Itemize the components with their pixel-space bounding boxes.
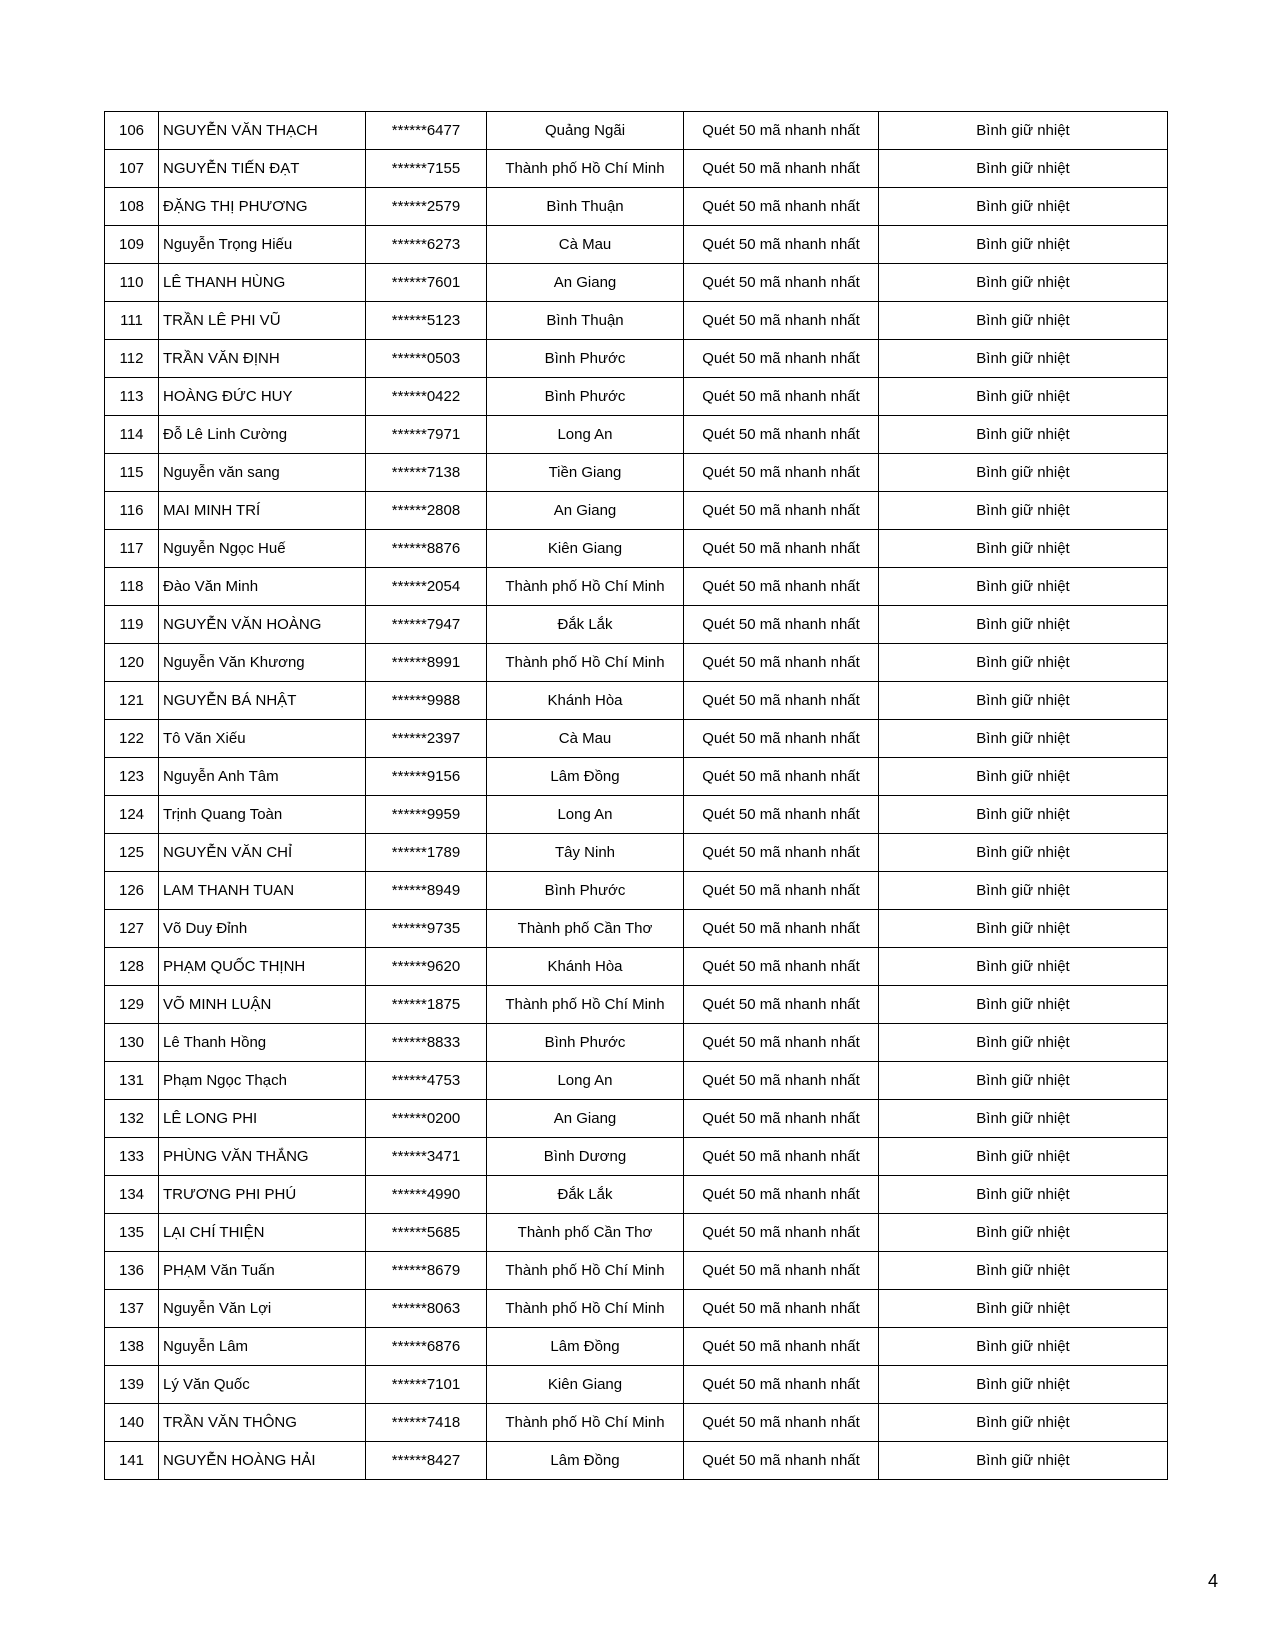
row-number-cell: 141: [105, 1442, 159, 1480]
prize-cell: Quét 50 mã nhanh nhất: [684, 1290, 879, 1328]
gift-cell: Bình giữ nhiệt: [879, 758, 1168, 796]
province-cell: Bình Phước: [487, 378, 684, 416]
prize-cell: Quét 50 mã nhanh nhất: [684, 606, 879, 644]
province-cell: An Giang: [487, 1100, 684, 1138]
prize-cell: Quét 50 mã nhanh nhất: [684, 682, 879, 720]
phone-cell: ******1875: [366, 986, 487, 1024]
row-number-cell: 123: [105, 758, 159, 796]
name-cell: Nguyễn văn sang: [159, 454, 366, 492]
gift-cell: Bình giữ nhiệt: [879, 264, 1168, 302]
prize-cell: Quét 50 mã nhanh nhất: [684, 758, 879, 796]
province-cell: Thành phố Hồ Chí Minh: [487, 644, 684, 682]
province-cell: Thành phố Cần Thơ: [487, 910, 684, 948]
row-number-cell: 115: [105, 454, 159, 492]
table-row: [105, 264, 1168, 302]
name-cell: NGUYỄN VĂN HOÀNG: [159, 606, 366, 644]
table-row: [105, 758, 1168, 796]
phone-cell: ******1789: [366, 834, 487, 872]
table-row: [105, 302, 1168, 340]
name-cell: Tô Văn Xiếu: [159, 720, 366, 758]
prize-cell: Quét 50 mã nhanh nhất: [684, 1062, 879, 1100]
table-row: [105, 948, 1168, 986]
table-row: [105, 1328, 1168, 1366]
name-cell: Đào Văn Minh: [159, 568, 366, 606]
name-cell: Phạm Ngọc Thạch: [159, 1062, 366, 1100]
phone-cell: ******2579: [366, 188, 487, 226]
row-number-cell: 133: [105, 1138, 159, 1176]
phone-cell: ******0200: [366, 1100, 487, 1138]
name-cell: Lê Thanh Hồng: [159, 1024, 366, 1062]
gift-cell: Bình giữ nhiệt: [879, 1138, 1168, 1176]
name-cell: HOÀNG ĐỨC HUY: [159, 378, 366, 416]
table-row: [105, 112, 1168, 150]
table-row: [105, 910, 1168, 948]
name-cell: Nguyễn Lâm: [159, 1328, 366, 1366]
phone-cell: ******8679: [366, 1252, 487, 1290]
prize-cell: Quét 50 mã nhanh nhất: [684, 378, 879, 416]
table-row: [105, 1404, 1168, 1442]
table-row: [105, 1138, 1168, 1176]
gift-cell: Bình giữ nhiệt: [879, 986, 1168, 1024]
name-cell: NGUYỄN VĂN THẠCH: [159, 112, 366, 150]
prize-cell: Quét 50 mã nhanh nhất: [684, 492, 879, 530]
phone-cell: ******9156: [366, 758, 487, 796]
prize-cell: Quét 50 mã nhanh nhất: [684, 1252, 879, 1290]
gift-cell: Bình giữ nhiệt: [879, 720, 1168, 758]
table-row: [105, 1176, 1168, 1214]
phone-cell: ******7601: [366, 264, 487, 302]
phone-cell: ******7155: [366, 150, 487, 188]
prize-cell: Quét 50 mã nhanh nhất: [684, 1138, 879, 1176]
gift-cell: Bình giữ nhiệt: [879, 1252, 1168, 1290]
gift-cell: Bình giữ nhiệt: [879, 112, 1168, 150]
row-number-cell: 112: [105, 340, 159, 378]
prize-cell: Quét 50 mã nhanh nhất: [684, 796, 879, 834]
table-row: [105, 378, 1168, 416]
province-cell: Lâm Đồng: [487, 758, 684, 796]
table-row: [105, 530, 1168, 568]
name-cell: PHẠM Văn Tuấn: [159, 1252, 366, 1290]
table-row: [105, 834, 1168, 872]
table-row: [105, 720, 1168, 758]
phone-cell: ******6477: [366, 112, 487, 150]
gift-cell: Bình giữ nhiệt: [879, 644, 1168, 682]
gift-cell: Bình giữ nhiệt: [879, 416, 1168, 454]
row-number-cell: 106: [105, 112, 159, 150]
gift-cell: Bình giữ nhiệt: [879, 1290, 1168, 1328]
gift-cell: Bình giữ nhiệt: [879, 150, 1168, 188]
name-cell: Lý Văn Quốc: [159, 1366, 366, 1404]
gift-cell: Bình giữ nhiệt: [879, 492, 1168, 530]
province-cell: Kiên Giang: [487, 1366, 684, 1404]
table-row: [105, 568, 1168, 606]
gift-cell: Bình giữ nhiệt: [879, 568, 1168, 606]
table-row: [105, 1214, 1168, 1252]
gift-cell: Bình giữ nhiệt: [879, 1328, 1168, 1366]
gift-cell: Bình giữ nhiệt: [879, 530, 1168, 568]
province-cell: Thành phố Hồ Chí Minh: [487, 1290, 684, 1328]
row-number-cell: 135: [105, 1214, 159, 1252]
table-row: [105, 340, 1168, 378]
gift-cell: Bình giữ nhiệt: [879, 682, 1168, 720]
gift-cell: Bình giữ nhiệt: [879, 796, 1168, 834]
phone-cell: ******0422: [366, 378, 487, 416]
row-number-cell: 119: [105, 606, 159, 644]
gift-cell: Bình giữ nhiệt: [879, 1442, 1168, 1480]
phone-cell: ******3471: [366, 1138, 487, 1176]
table-row: [105, 986, 1168, 1024]
gift-cell: Bình giữ nhiệt: [879, 948, 1168, 986]
province-cell: Khánh Hòa: [487, 682, 684, 720]
name-cell: LAM THANH TUAN: [159, 872, 366, 910]
row-number-cell: 124: [105, 796, 159, 834]
prize-cell: Quét 50 mã nhanh nhất: [684, 834, 879, 872]
row-number-cell: 111: [105, 302, 159, 340]
name-cell: Võ Duy Đỉnh: [159, 910, 366, 948]
name-cell: MAI MINH TRÍ: [159, 492, 366, 530]
row-number-cell: 107: [105, 150, 159, 188]
name-cell: PHẠM QUỐC THỊNH: [159, 948, 366, 986]
row-number-cell: 116: [105, 492, 159, 530]
phone-cell: ******8063: [366, 1290, 487, 1328]
phone-cell: ******6273: [366, 226, 487, 264]
prize-cell: Quét 50 mã nhanh nhất: [684, 568, 879, 606]
name-cell: VÕ MINH LUẬN: [159, 986, 366, 1024]
prize-cell: Quét 50 mã nhanh nhất: [684, 644, 879, 682]
gift-cell: Bình giữ nhiệt: [879, 1366, 1168, 1404]
phone-cell: ******7971: [366, 416, 487, 454]
gift-cell: Bình giữ nhiệt: [879, 872, 1168, 910]
prize-cell: Quét 50 mã nhanh nhất: [684, 454, 879, 492]
prize-cell: Quét 50 mã nhanh nhất: [684, 1442, 879, 1480]
gift-cell: Bình giữ nhiệt: [879, 834, 1168, 872]
table-row: [105, 454, 1168, 492]
province-cell: Thành phố Hồ Chí Minh: [487, 150, 684, 188]
prize-cell: Quét 50 mã nhanh nhất: [684, 302, 879, 340]
table-row: [105, 872, 1168, 910]
row-number-cell: 113: [105, 378, 159, 416]
table-row: [105, 226, 1168, 264]
table-row: [105, 1366, 1168, 1404]
phone-cell: ******7101: [366, 1366, 487, 1404]
name-cell: TRƯƠNG PHI PHÚ: [159, 1176, 366, 1214]
row-number-cell: 132: [105, 1100, 159, 1138]
prize-cell: Quét 50 mã nhanh nhất: [684, 150, 879, 188]
row-number-cell: 118: [105, 568, 159, 606]
gift-cell: Bình giữ nhiệt: [879, 226, 1168, 264]
gift-cell: Bình giữ nhiệt: [879, 1100, 1168, 1138]
name-cell: Nguyễn Trọng Hiếu: [159, 226, 366, 264]
prize-cell: Quét 50 mã nhanh nhất: [684, 264, 879, 302]
prize-cell: Quét 50 mã nhanh nhất: [684, 910, 879, 948]
province-cell: An Giang: [487, 264, 684, 302]
province-cell: Bình Thuận: [487, 188, 684, 226]
phone-cell: ******0503: [366, 340, 487, 378]
row-number-cell: 128: [105, 948, 159, 986]
phone-cell: ******7947: [366, 606, 487, 644]
province-cell: Thành phố Hồ Chí Minh: [487, 986, 684, 1024]
province-cell: Kiên Giang: [487, 530, 684, 568]
table-row: [105, 150, 1168, 188]
province-cell: Bình Phước: [487, 340, 684, 378]
gift-cell: Bình giữ nhiệt: [879, 1024, 1168, 1062]
phone-cell: ******9988: [366, 682, 487, 720]
winners-table-body: [105, 112, 1168, 1480]
province-cell: Bình Dương: [487, 1138, 684, 1176]
phone-cell: ******6876: [366, 1328, 487, 1366]
phone-cell: ******8991: [366, 644, 487, 682]
phone-cell: ******2397: [366, 720, 487, 758]
row-number-cell: 139: [105, 1366, 159, 1404]
prize-cell: Quét 50 mã nhanh nhất: [684, 530, 879, 568]
table-row: [105, 606, 1168, 644]
name-cell: TRẦN VĂN ĐỊNH: [159, 340, 366, 378]
row-number-cell: 137: [105, 1290, 159, 1328]
province-cell: Bình Phước: [487, 1024, 684, 1062]
prize-cell: Quét 50 mã nhanh nhất: [684, 112, 879, 150]
phone-cell: ******5123: [366, 302, 487, 340]
phone-cell: ******8949: [366, 872, 487, 910]
province-cell: Bình Phước: [487, 872, 684, 910]
name-cell: LÊ LONG PHI: [159, 1100, 366, 1138]
phone-cell: ******8876: [366, 530, 487, 568]
row-number-cell: 117: [105, 530, 159, 568]
province-cell: Thành phố Hồ Chí Minh: [487, 568, 684, 606]
province-cell: Long An: [487, 796, 684, 834]
province-cell: Khánh Hòa: [487, 948, 684, 986]
name-cell: NGUYỄN VĂN CHỈ: [159, 834, 366, 872]
prize-cell: Quét 50 mã nhanh nhất: [684, 1328, 879, 1366]
province-cell: Đắk Lắk: [487, 606, 684, 644]
row-number-cell: 114: [105, 416, 159, 454]
gift-cell: Bình giữ nhiệt: [879, 1214, 1168, 1252]
province-cell: An Giang: [487, 492, 684, 530]
winners-table: [104, 111, 1168, 1480]
row-number-cell: 130: [105, 1024, 159, 1062]
phone-cell: ******8427: [366, 1442, 487, 1480]
province-cell: Long An: [487, 416, 684, 454]
prize-cell: Quét 50 mã nhanh nhất: [684, 948, 879, 986]
province-cell: Thành phố Hồ Chí Minh: [487, 1252, 684, 1290]
gift-cell: Bình giữ nhiệt: [879, 378, 1168, 416]
gift-cell: Bình giữ nhiệt: [879, 1062, 1168, 1100]
province-cell: Thành phố Hồ Chí Minh: [487, 1404, 684, 1442]
table-row: [105, 1442, 1168, 1480]
name-cell: NGUYỄN HOÀNG HẢI: [159, 1442, 366, 1480]
name-cell: Nguyễn Anh Tâm: [159, 758, 366, 796]
province-cell: Bình Thuận: [487, 302, 684, 340]
phone-cell: ******5685: [366, 1214, 487, 1252]
name-cell: Nguyễn Ngọc Huế: [159, 530, 366, 568]
gift-cell: Bình giữ nhiệt: [879, 1176, 1168, 1214]
gift-cell: Bình giữ nhiệt: [879, 1404, 1168, 1442]
phone-cell: ******2054: [366, 568, 487, 606]
name-cell: Đỗ Lê Linh Cường: [159, 416, 366, 454]
name-cell: LẠI CHÍ THIỆN: [159, 1214, 366, 1252]
name-cell: TRẦN LÊ PHI VŨ: [159, 302, 366, 340]
table-row: [105, 1100, 1168, 1138]
row-number-cell: 129: [105, 986, 159, 1024]
table-row: [105, 644, 1168, 682]
row-number-cell: 120: [105, 644, 159, 682]
gift-cell: Bình giữ nhiệt: [879, 910, 1168, 948]
row-number-cell: 134: [105, 1176, 159, 1214]
table-row: [105, 492, 1168, 530]
row-number-cell: 126: [105, 872, 159, 910]
phone-cell: ******9959: [366, 796, 487, 834]
name-cell: Trịnh Quang Toàn: [159, 796, 366, 834]
name-cell: NGUYỄN TIẾN ĐẠT: [159, 150, 366, 188]
province-cell: Thành phố Cần Thơ: [487, 1214, 684, 1252]
phone-cell: ******2808: [366, 492, 487, 530]
name-cell: TRẦN VĂN THÔNG: [159, 1404, 366, 1442]
province-cell: Cà Mau: [487, 720, 684, 758]
name-cell: Nguyễn Văn Khương: [159, 644, 366, 682]
province-cell: Đắk Lắk: [487, 1176, 684, 1214]
prize-cell: Quét 50 mã nhanh nhất: [684, 1176, 879, 1214]
row-number-cell: 127: [105, 910, 159, 948]
province-cell: Lâm Đồng: [487, 1328, 684, 1366]
name-cell: Nguyễn Văn Lợi: [159, 1290, 366, 1328]
row-number-cell: 122: [105, 720, 159, 758]
phone-cell: ******7138: [366, 454, 487, 492]
phone-cell: ******4990: [366, 1176, 487, 1214]
prize-cell: Quét 50 mã nhanh nhất: [684, 1024, 879, 1062]
table-row: [105, 1290, 1168, 1328]
row-number-cell: 110: [105, 264, 159, 302]
table-row: [105, 1024, 1168, 1062]
phone-cell: ******7418: [366, 1404, 487, 1442]
gift-cell: Bình giữ nhiệt: [879, 188, 1168, 226]
name-cell: LÊ THANH HÙNG: [159, 264, 366, 302]
name-cell: PHÙNG VĂN THẮNG: [159, 1138, 366, 1176]
province-cell: Lâm Đồng: [487, 1442, 684, 1480]
prize-cell: Quét 50 mã nhanh nhất: [684, 1404, 879, 1442]
prize-cell: Quét 50 mã nhanh nhất: [684, 872, 879, 910]
prize-cell: Quét 50 mã nhanh nhất: [684, 1100, 879, 1138]
prize-cell: Quét 50 mã nhanh nhất: [684, 1366, 879, 1404]
prize-cell: Quét 50 mã nhanh nhất: [684, 986, 879, 1024]
table-row: [105, 416, 1168, 454]
phone-cell: ******9735: [366, 910, 487, 948]
row-number-cell: 108: [105, 188, 159, 226]
table-row: [105, 188, 1168, 226]
name-cell: ĐẶNG THỊ PHƯƠNG: [159, 188, 366, 226]
row-number-cell: 109: [105, 226, 159, 264]
phone-cell: ******4753: [366, 1062, 487, 1100]
gift-cell: Bình giữ nhiệt: [879, 302, 1168, 340]
row-number-cell: 125: [105, 834, 159, 872]
prize-cell: Quét 50 mã nhanh nhất: [684, 416, 879, 454]
prize-cell: Quét 50 mã nhanh nhất: [684, 340, 879, 378]
row-number-cell: 138: [105, 1328, 159, 1366]
phone-cell: ******9620: [366, 948, 487, 986]
province-cell: Cà Mau: [487, 226, 684, 264]
prize-cell: Quét 50 mã nhanh nhất: [684, 1214, 879, 1252]
table-row: [105, 682, 1168, 720]
province-cell: Tây Ninh: [487, 834, 684, 872]
table-row: [105, 1062, 1168, 1100]
table-row: [105, 796, 1168, 834]
row-number-cell: 131: [105, 1062, 159, 1100]
province-cell: Quảng Ngãi: [487, 112, 684, 150]
province-cell: Long An: [487, 1062, 684, 1100]
row-number-cell: 121: [105, 682, 159, 720]
phone-cell: ******8833: [366, 1024, 487, 1062]
gift-cell: Bình giữ nhiệt: [879, 454, 1168, 492]
province-cell: Tiền Giang: [487, 454, 684, 492]
gift-cell: Bình giữ nhiệt: [879, 606, 1168, 644]
row-number-cell: 136: [105, 1252, 159, 1290]
gift-cell: Bình giữ nhiệt: [879, 340, 1168, 378]
page-number: 4: [1208, 1571, 1219, 1591]
row-number-cell: 140: [105, 1404, 159, 1442]
prize-cell: Quét 50 mã nhanh nhất: [684, 226, 879, 264]
prize-cell: Quét 50 mã nhanh nhất: [684, 188, 879, 226]
name-cell: NGUYỄN BÁ NHẬT: [159, 682, 366, 720]
prize-cell: Quét 50 mã nhanh nhất: [684, 720, 879, 758]
table-row: [105, 1252, 1168, 1290]
